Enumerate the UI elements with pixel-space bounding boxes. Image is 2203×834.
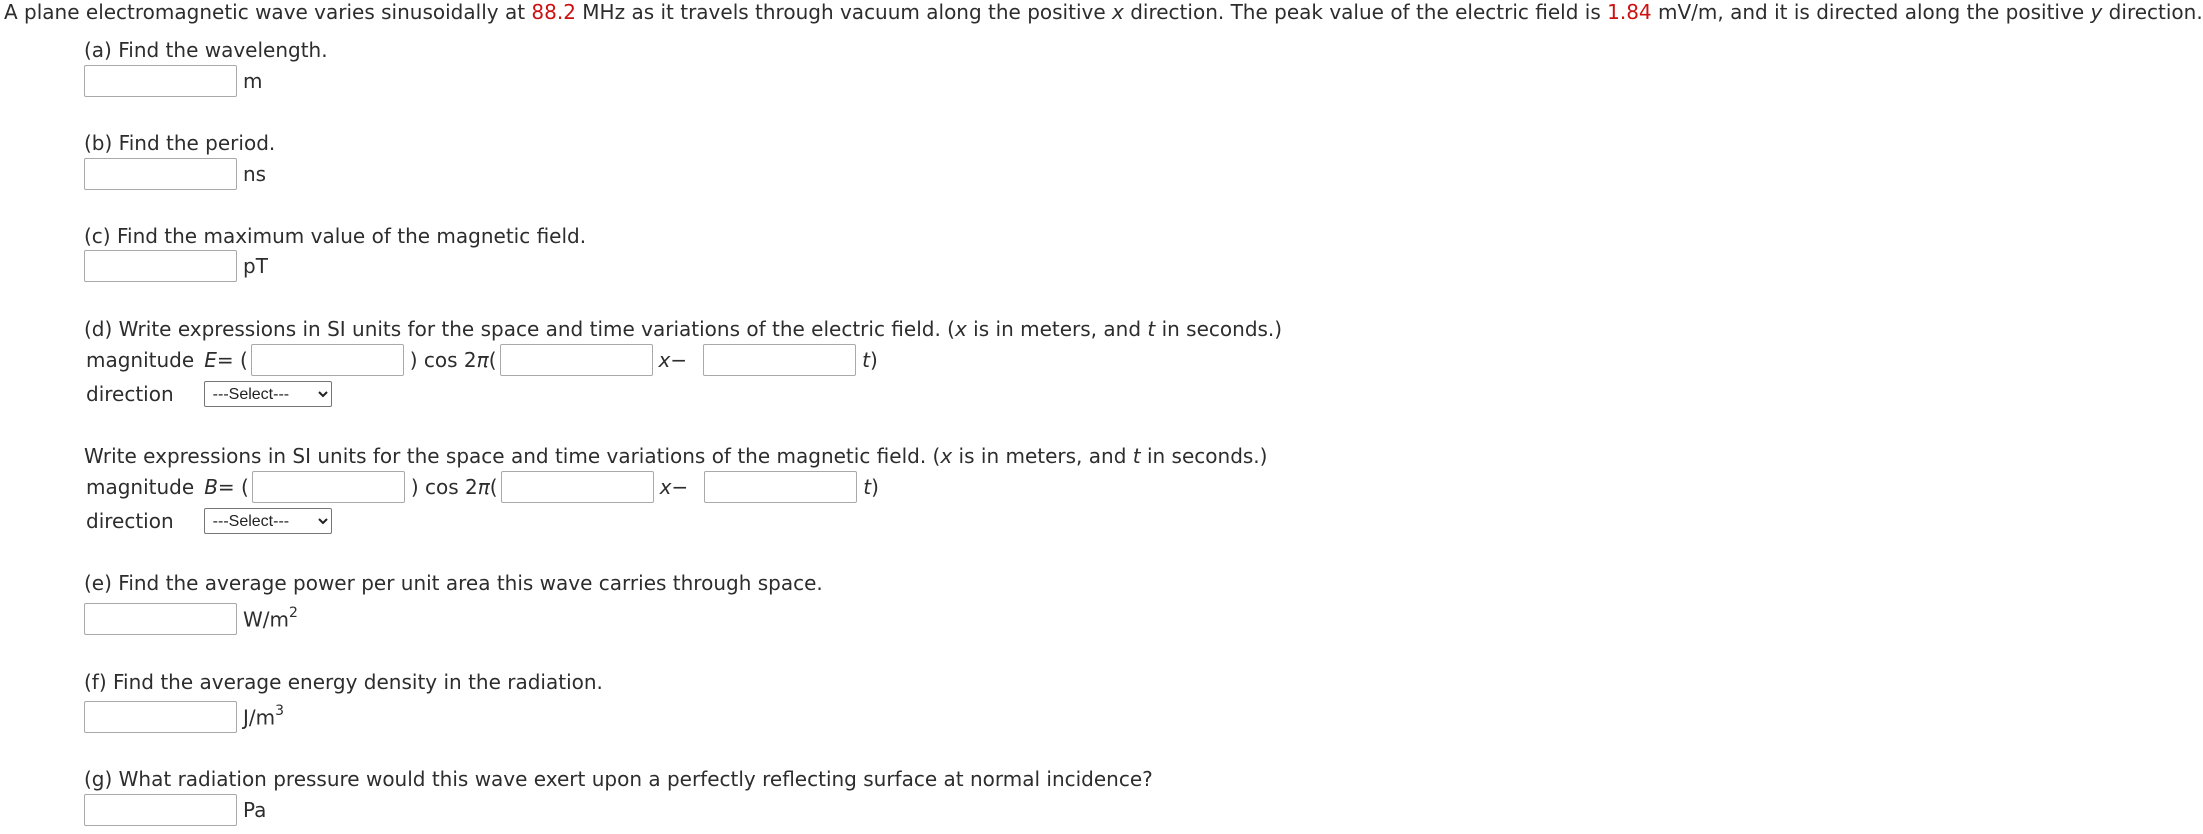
question-f: (f) Find the average energy density in the radiation. — [84, 670, 603, 694]
direction-label-b: direction — [86, 509, 174, 533]
magnetic-field-expression-row — [86, 471, 879, 503]
max-magnetic-field-input[interactable] — [84, 250, 237, 282]
frequency-value: 88.2 — [531, 0, 576, 24]
var-t-b: t — [863, 475, 872, 499]
unit-c: pT — [243, 254, 268, 278]
intro-text-4: mV/m, and it is directed along the positive — [1651, 0, 2091, 24]
radiation-pressure-input[interactable] — [84, 794, 237, 826]
answer-row-f — [84, 701, 284, 733]
var-x-e: x — [658, 348, 671, 372]
question-d — [84, 317, 1282, 341]
electric-direction-row — [86, 378, 332, 410]
minus-e: − — [670, 348, 688, 372]
e-amplitude-input[interactable] — [251, 344, 404, 376]
close-paren-e: ) — [869, 348, 878, 372]
b-t-coefficient-input[interactable] — [704, 471, 857, 503]
magnetic-direction-row — [86, 505, 332, 537]
question-g: (g) What radiation pressure would this wave exert upon a perfectly reflecting surface at normal incidence? — [84, 767, 1153, 791]
direction-label-e: direction — [86, 382, 174, 406]
unit-e-base: W/m — [243, 607, 289, 632]
b-x-coefficient-input[interactable] — [501, 471, 654, 503]
electric-field-expression-row — [86, 344, 878, 376]
unit-f — [243, 702, 285, 730]
var-t-e: t — [862, 348, 870, 372]
unit-g: Pa — [243, 798, 267, 822]
equals-open-b: = ( — [217, 475, 249, 499]
wavelength-input[interactable] — [84, 65, 237, 97]
b-amplitude-input[interactable] — [252, 471, 405, 503]
answer-row-b — [84, 158, 266, 190]
cos-label-e: ) cos 2 — [409, 348, 477, 372]
question-d2-var-x: x — [940, 444, 953, 468]
close-paren-b: ) — [871, 475, 879, 499]
cos-label-b: ) cos 2 — [410, 475, 478, 499]
answer-row-a — [84, 65, 262, 97]
unit-f-base: J/m — [243, 705, 276, 730]
intro-var-x: x — [1112, 0, 1124, 24]
paren-b: ( — [489, 475, 498, 499]
problem-statement — [4, 0, 2203, 24]
question-d2-text-3: in seconds.) — [1140, 444, 1268, 468]
e-t-coefficient-input[interactable] — [703, 344, 856, 376]
power-per-area-input[interactable] — [84, 603, 237, 635]
cos-text-e — [410, 348, 497, 372]
question-d-text-3: in seconds.) — [1155, 317, 1283, 341]
unit-e — [243, 604, 298, 632]
symbol-b: B — [204, 475, 218, 499]
period-input[interactable] — [84, 158, 237, 190]
unit-b: ns — [243, 162, 267, 186]
intro-var-y: y — [2090, 0, 2103, 24]
question-d-var-t: t — [1147, 317, 1156, 341]
pi-symbol-b: π — [477, 475, 490, 499]
question-d-var-x: x — [954, 317, 967, 341]
intro-text-5: direction. — [2102, 0, 2203, 24]
magnitude-label-e: magnitude — [86, 348, 195, 372]
pi-symbol-e: π — [476, 348, 489, 372]
question-b: (b) Find the period. — [84, 131, 276, 155]
question-d2-text-1: Write expressions in SI units for the space and time variations of the magnetic field. ( — [84, 444, 941, 468]
magnitude-label-b: magnitude — [86, 475, 195, 499]
paren-e: ( — [488, 348, 497, 372]
question-d2-text-2: is in meters, and — [952, 444, 1133, 468]
energy-density-input[interactable] — [84, 701, 237, 733]
e-x-coefficient-input[interactable] — [500, 344, 653, 376]
answer-row-c — [84, 250, 268, 282]
field-value: 1.84 — [1607, 0, 1652, 24]
answer-row-g — [84, 794, 266, 826]
equals-open-e: = ( — [216, 348, 248, 372]
question-e: (e) Find the average power per unit area this wave carries through space. — [84, 571, 823, 595]
intro-text-1: A plane electromagnetic wave varies sinusoidally at — [4, 0, 532, 24]
cos-text-b — [411, 475, 498, 499]
unit-f-exponent: 3 — [275, 702, 285, 719]
question-d2-var-t: t — [1132, 444, 1141, 468]
unit-a: m — [243, 69, 263, 93]
intro-text-3: direction. The peak value of the electric field is — [1123, 0, 1608, 24]
question-a: (a) Find the wavelength. — [84, 38, 328, 62]
question-d-text-1: (d) Write expressions in SI units for the space and time variations of the electric field. ( — [84, 317, 955, 341]
question-d-text-2: is in meters, and — [966, 317, 1148, 341]
b-direction-select[interactable] — [204, 508, 332, 534]
var-x-b: x — [659, 475, 672, 499]
e-direction-select[interactable] — [204, 381, 332, 407]
intro-text-2: MHz as it travels through vacuum along the positive — [575, 0, 1113, 24]
minus-b: − — [671, 475, 689, 499]
question-d-magnetic — [84, 444, 1267, 468]
question-c: (c) Find the maximum value of the magnetic field. — [84, 224, 587, 248]
unit-e-exponent: 2 — [289, 604, 298, 621]
answer-row-e — [84, 603, 298, 635]
symbol-e: E — [204, 348, 217, 372]
